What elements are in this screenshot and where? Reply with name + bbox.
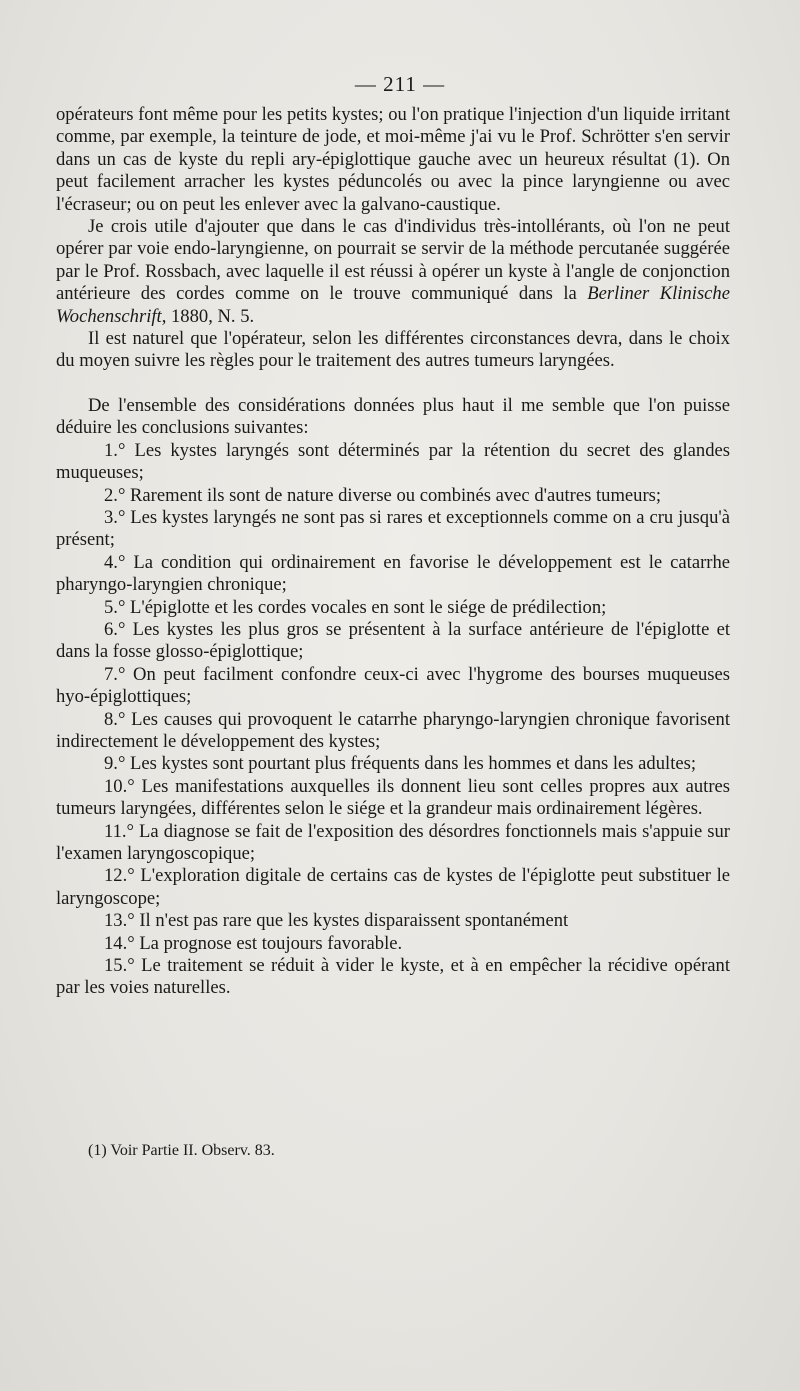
- footnote: (1) Voir Partie II. Observ. 83.: [88, 1142, 275, 1159]
- page-number: — 211 —: [354, 72, 446, 96]
- conclusion-item-4: 4.° La condition qui ordinairement en favorise le développement est le catarrhe pharyngo-laryngien chronique;: [56, 551, 730, 596]
- conclusion-item-15: 15.° Le traitement se réduit à vider le kyste, et à en empêcher la récidive opérant par les voies naturelles.: [56, 955, 730, 999]
- conclusion-item-7: 7.° On peut facilment confondre ceux-ci avec l'hygrome des bourses muqueuses hyo-épiglottiques;: [56, 663, 730, 708]
- conclusion-item-11: 11.° La diagnose se fait de l'exposition des désordres fonctionnels mais s'appuie sur l'examen laryngoscopique;: [56, 820, 730, 864]
- conclusion-item-13: 13.° Il n'est pas rare que les kystes disparaissent spontanément: [104, 910, 569, 932]
- journal-title: Berliner Klinische Wochenschrift: [56, 283, 730, 327]
- paragraph-percutaneous-text: Je crois utile d'ajouter que dans le cas d'individus très-intollérants, où l'on ne peut opérer par voie endo-laryngienne, on pourrait se servir de la méthode percutanée suggérée par le Prof. Rossbach, avec laquelle il est réussi à opérer un kyste à l'angle de conjonction antérieure des cordes comme on le trouve communiqué dans la: [56, 216, 730, 305]
- paragraph-conclusions-intro: De l'ensemble des considérations données plus haut il me semble que l'on puisse déduire les conclusions suivantes:: [56, 394, 730, 439]
- paragraph-percutaneous-method: [56, 216, 730, 328]
- conclusion-item-5: 5.° L'épiglotte et les cordes vocales en sont le siége de prédilection;: [104, 596, 607, 618]
- conclusion-item-2: 2.° Rarement ils sont de nature diverse ou combinés avec d'autres tumeurs;: [104, 484, 662, 506]
- conclusion-item-1: 1.° Les kystes laryngés sont déterminés par la rétention du secret des glandes muqueuses;: [56, 439, 730, 484]
- conclusion-item-12: 12.° L'exploration digitale de certains cas de kystes de l'épiglotte peut substituer le laryngoscope;: [56, 865, 730, 909]
- journal-citation: , 1880, N. 5.: [161, 305, 255, 327]
- conclusion-item-9: 9.° Les kystes sont pourtant plus fréquents dans les hommes et dans les adultes;: [104, 753, 697, 775]
- conclusion-item-10: 10.° Les manifestations auxquelles ils donnent lieu sont celles propres aux autres tumeurs laryngées, différentes selon le siége et la grandeur mais ordinairement légères.: [56, 775, 730, 820]
- conclusion-item-6: 6.° Les kystes les plus gros se présentent à la surface antérieure de l'épiglotte et dans la fosse glosso-épiglottique;: [56, 618, 730, 663]
- conclusion-item-3: 3.° Les kystes laryngés ne sont pas si rares et exceptionnels comme on a cru jusqu'à présent;: [56, 506, 730, 551]
- conclusion-item-14: 14.° La prognose est toujours favorable.: [104, 932, 403, 954]
- paragraph-treatment-methods: opérateurs font même pour les petits kystes; ou l'on pratique l'injection d'un liquide irritant comme, par exemple, la teinture de jode, et moi-même j'ai vu le Prof. Schrötter s'en servir dans un cas de kyste du repli ary-épiglottique gauche avec un heureux résultat (1). On peut facilement arracher les kystes péduncolés ou avec la pince laryngienne ou avec l'écraseur; ou on peut les enlever avec la galvano-caustique.: [56, 104, 730, 215]
- paragraph-operator-rules: Il est naturel que l'opérateur, selon les différentes circonstances devra, dans le choix du moyen suivre les règles pour le traitement des autres tumeurs laryngées.: [56, 328, 730, 372]
- conclusion-item-8: 8.° Les causes qui provoquent le catarrhe pharyngo-laryngien chronique favorisent indirectement le développement des kystes;: [56, 708, 730, 752]
- body-text: [56, 104, 730, 1000]
